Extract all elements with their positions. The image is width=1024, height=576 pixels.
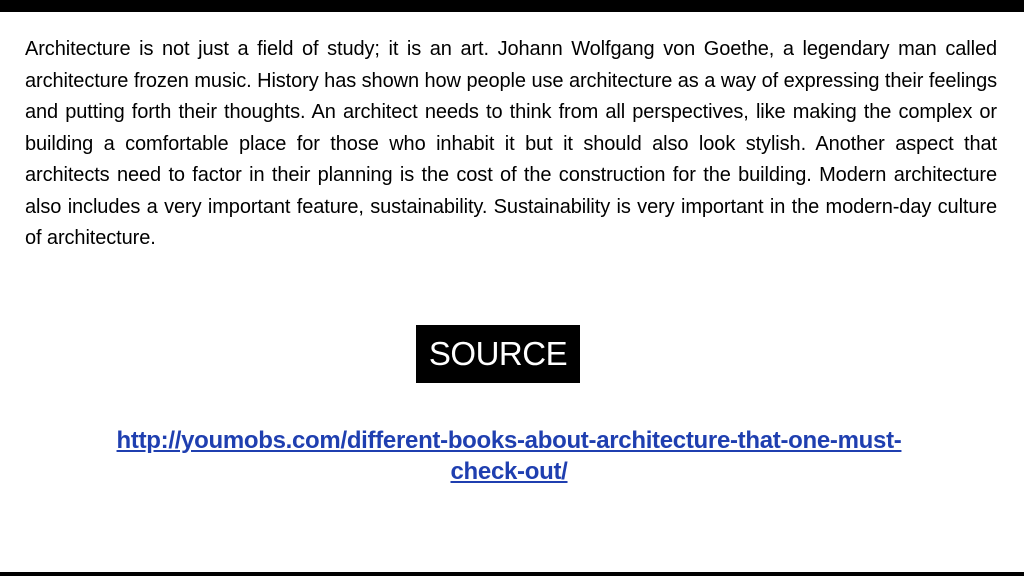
body-paragraph: Architecture is not just a field of study; it is an art. Johann Wolfgang von Goethe, a legendary man called architecture frozen music. History has shown how people use architecture as a way of expressing their feelings and putting forth their thoughts. An architect needs to think from all perspectives, like making the complex or building a comfortable place for those who inhabit it but it should also look stylish. Another aspect that architects need to factor in their planning is the cost of the construction for the building. Modern architecture also includes a very important feature, sustainability. Sustainability is very important in the modern-day culture of architecture.	[25, 38, 997, 249]
source-link[interactable]: http://youmobs.com/different-books-about-architecture-that-one-must-check-out/	[116, 427, 902, 485]
bottom-border-bar	[0, 572, 1024, 576]
source-heading: SOURCE	[416, 325, 580, 383]
top-border-bar	[0, 0, 1024, 12]
